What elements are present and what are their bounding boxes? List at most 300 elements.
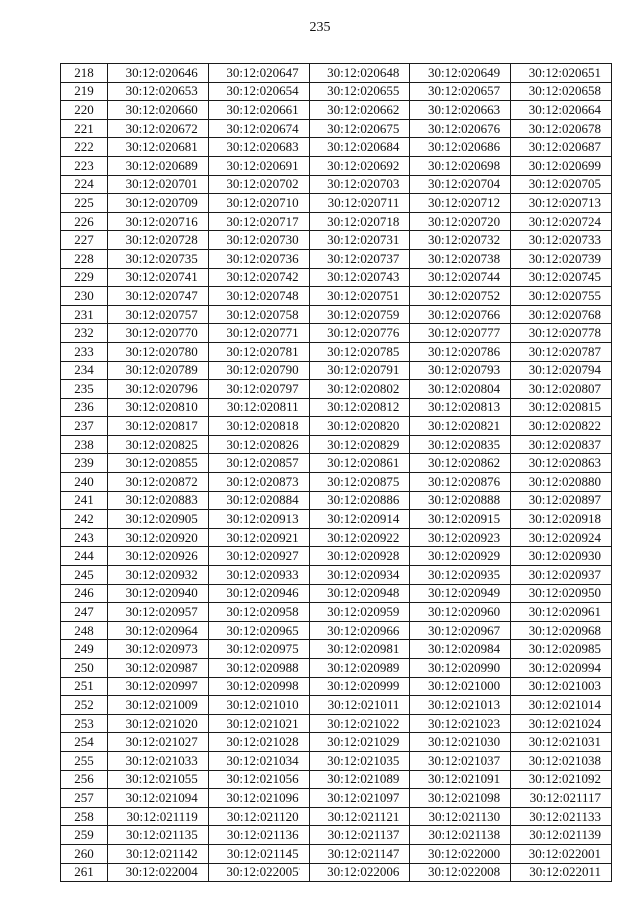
cadastral-number-cell: 30:12:020825: [108, 435, 209, 454]
cadastral-number-cell: 30:12:020758: [208, 305, 309, 324]
cadastral-number-cell: 30:12:020739: [511, 249, 612, 268]
table-row: [61, 231, 612, 250]
row-number-cell: 237: [61, 417, 108, 436]
cadastral-number-cell: 30:12:021138: [410, 826, 511, 845]
cadastral-number-cell: 30:12:021034: [208, 751, 309, 770]
table-row: [61, 640, 612, 659]
cadastral-table-container: [60, 63, 611, 882]
row-number-cell: 218: [61, 64, 108, 83]
cadastral-number-cell: 30:12:020948: [309, 584, 410, 603]
cadastral-number-cell: 30:12:021094: [108, 789, 209, 808]
cadastral-number-cell: 30:12:020876: [410, 473, 511, 492]
cadastral-number-cell: 30:12:020949: [410, 584, 511, 603]
table-row: [61, 249, 612, 268]
cadastral-number-cell: 30:12:021120: [208, 807, 309, 826]
cadastral-number-cell: 30:12:020653: [108, 82, 209, 101]
cadastral-number-cell: 30:12:020812: [309, 398, 410, 417]
table-row: [61, 863, 612, 882]
cadastral-number-cell: 30:12:020826: [208, 435, 309, 454]
row-number-cell: 261: [61, 863, 108, 882]
cadastral-number-cell: 30:12:020674: [208, 119, 309, 138]
cadastral-number-cell: 30:12:020940: [108, 584, 209, 603]
cadastral-number-cell: 30:12:020703: [309, 175, 410, 194]
cadastral-number-cell: 30:12:020790: [208, 361, 309, 380]
cadastral-number-cell: 30:12:020810: [108, 398, 209, 417]
page-number: 235: [309, 20, 331, 35]
row-number-cell: 255: [61, 751, 108, 770]
cadastral-number-cell: 30:12:020704: [410, 175, 511, 194]
table-row: [61, 807, 612, 826]
cadastral-number-cell: 30:12:020789: [108, 361, 209, 380]
cadastral-number-cell: 30:12:020662: [309, 101, 410, 120]
row-number-cell: 231: [61, 305, 108, 324]
cadastral-number-cell: 30:12:020965: [208, 621, 309, 640]
row-number-cell: 259: [61, 826, 108, 845]
cadastral-number-cell: 30:12:020862: [410, 454, 511, 473]
table-row: [61, 212, 612, 231]
cadastral-number-cell: 30:12:020946: [208, 584, 309, 603]
table-row: [61, 119, 612, 138]
cadastral-number-cell: 30:12:022008: [410, 863, 511, 882]
cadastral-number-cell: 30:12:021024: [511, 714, 612, 733]
cadastral-number-cell: 30:12:020748: [208, 287, 309, 306]
cadastral-number-cell: 30:12:020929: [410, 547, 511, 566]
table-row: [61, 751, 612, 770]
cadastral-number-cell: 30:12:020797: [208, 380, 309, 399]
cadastral-number-cell: 30:12:020728: [108, 231, 209, 250]
table-body: [61, 64, 612, 882]
cadastral-number-cell: 30:12:020698: [410, 156, 511, 175]
cadastral-number-cell: 30:12:020930: [511, 547, 612, 566]
cadastral-number-cell: 30:12:022004: [108, 863, 209, 882]
row-number-cell: 233: [61, 342, 108, 361]
row-number-cell: 223: [61, 156, 108, 175]
cadastral-number-cell: 30:12:020689: [108, 156, 209, 175]
row-number-cell: 236: [61, 398, 108, 417]
row-number-cell: 226: [61, 212, 108, 231]
cadastral-number-cell: 30:12:020780: [108, 342, 209, 361]
cadastral-number-cell: 30:12:020747: [108, 287, 209, 306]
cadastral-number-cell: 30:12:020768: [511, 305, 612, 324]
cadastral-number-cell: 30:12:021089: [309, 770, 410, 789]
cadastral-number-cell: 30:12:020724: [511, 212, 612, 231]
table-row: [61, 528, 612, 547]
cadastral-number-cell: 30:12:020648: [309, 64, 410, 83]
cadastral-number-cell: 30:12:020811: [208, 398, 309, 417]
cadastral-number-cell: 30:12:020745: [511, 268, 612, 287]
cadastral-number-cell: 30:12:020786: [410, 342, 511, 361]
cadastral-number-cell: 30:12:020718: [309, 212, 410, 231]
cadastral-number-cell: 30:12:020720: [410, 212, 511, 231]
table-row: [61, 268, 612, 287]
table-row: [61, 566, 612, 585]
cadastral-number-cell: 30:12:021097: [309, 789, 410, 808]
row-number-cell: 230: [61, 287, 108, 306]
cadastral-number-cell: 30:12:020664: [511, 101, 612, 120]
cadastral-number-cell: 30:12:020658: [511, 82, 612, 101]
cadastral-number-cell: 30:12:020883: [108, 491, 209, 510]
cadastral-number-cell: 30:12:020692: [309, 156, 410, 175]
cadastral-number-cell: 30:12:020691: [208, 156, 309, 175]
cadastral-number-cell: 30:12:020935: [410, 566, 511, 585]
row-number-cell: 225: [61, 194, 108, 213]
table-row: [61, 398, 612, 417]
cadastral-number-cell: 30:12:020888: [410, 491, 511, 510]
cadastral-number-cell: 30:12:020997: [108, 677, 209, 696]
cadastral-number-cell: 30:12:020686: [410, 138, 511, 157]
table-row: [61, 175, 612, 194]
cadastral-number-cell: 30:12:022001: [511, 844, 612, 863]
table-row: [61, 287, 612, 306]
cadastral-number-cell: 30:12:020687: [511, 138, 612, 157]
cadastral-number-cell: 30:12:020713: [511, 194, 612, 213]
cadastral-number-cell: 30:12:020961: [511, 603, 612, 622]
cadastral-number-cell: 30:12:020711: [309, 194, 410, 213]
cadastral-number-cell: 30:12:022011: [511, 863, 612, 882]
cadastral-number-cell: 30:12:020967: [410, 621, 511, 640]
row-number-cell: 239: [61, 454, 108, 473]
cadastral-number-cell: 30:12:022006: [309, 863, 410, 882]
cadastral-number-cell: 30:12:020794: [511, 361, 612, 380]
cadastral-number-cell: 30:12:020998: [208, 677, 309, 696]
cadastral-number-cell: 30:12:020958: [208, 603, 309, 622]
cadastral-number-cell: 30:12:021031: [511, 733, 612, 752]
cadastral-number-cell: 30:12:020755: [511, 287, 612, 306]
row-number-cell: 254: [61, 733, 108, 752]
cadastral-number-cell: 30:12:020771: [208, 324, 309, 343]
cadastral-number-cell: 30:12:021121: [309, 807, 410, 826]
cadastral-number-cell: 30:12:020873: [208, 473, 309, 492]
cadastral-number-cell: 30:12:020731: [309, 231, 410, 250]
cadastral-number-cell: 30:12:020863: [511, 454, 612, 473]
cadastral-number-cell: 30:12:020817: [108, 417, 209, 436]
row-number-cell: 235: [61, 380, 108, 399]
cadastral-number-cell: 30:12:021000: [410, 677, 511, 696]
cadastral-number-cell: 30:12:020950: [511, 584, 612, 603]
cadastral-number-cell: 30:12:020813: [410, 398, 511, 417]
cadastral-number-cell: 30:12:020927: [208, 547, 309, 566]
cadastral-number-cell: 30:12:020984: [410, 640, 511, 659]
cadastral-number-cell: 30:12:020960: [410, 603, 511, 622]
cadastral-number-cell: 30:12:020884: [208, 491, 309, 510]
row-number-cell: 240: [61, 473, 108, 492]
table-row: [61, 473, 612, 492]
row-number-cell: 242: [61, 510, 108, 529]
cadastral-number-cell: 30:12:020915: [410, 510, 511, 529]
cadastral-number-cell: 30:12:021027: [108, 733, 209, 752]
table-row: [61, 584, 612, 603]
cadastral-number-cell: 30:12:020829: [309, 435, 410, 454]
cadastral-number-cell: 30:12:021098: [410, 789, 511, 808]
table-row: [61, 361, 612, 380]
cadastral-number-cell: 30:12:020872: [108, 473, 209, 492]
table-row: [61, 64, 612, 83]
cadastral-number-cell: 30:12:020699: [511, 156, 612, 175]
cadastral-number-cell: 30:12:020933: [208, 566, 309, 585]
row-number-cell: 258: [61, 807, 108, 826]
cadastral-number-cell: 30:12:020676: [410, 119, 511, 138]
cadastral-number-cell: 30:12:020923: [410, 528, 511, 547]
table-row: [61, 156, 612, 175]
cadastral-number-cell: 30:12:021133: [511, 807, 612, 826]
cadastral-number-cell: 30:12:020735: [108, 249, 209, 268]
cadastral-number-cell: 30:12:020741: [108, 268, 209, 287]
cadastral-number-cell: 30:12:020732: [410, 231, 511, 250]
cadastral-number-cell: 30:12:020924: [511, 528, 612, 547]
cadastral-number-cell: 30:12:020913: [208, 510, 309, 529]
cadastral-number-cell: 30:12:020647: [208, 64, 309, 83]
row-number-cell: 224: [61, 175, 108, 194]
cadastral-number-cell: 30:12:021145: [208, 844, 309, 863]
row-number-cell: 243: [61, 528, 108, 547]
row-number-cell: 245: [61, 566, 108, 585]
cadastral-number-cell: 30:12:020926: [108, 547, 209, 566]
cadastral-number-cell: 30:12:020770: [108, 324, 209, 343]
cadastral-number-cell: 30:12:020785: [309, 342, 410, 361]
cadastral-number-cell: 30:12:020914: [309, 510, 410, 529]
table-row: [61, 194, 612, 213]
table-row: [61, 696, 612, 715]
row-number-cell: 232: [61, 324, 108, 343]
table-row: [61, 677, 612, 696]
cadastral-number-cell: 30:12:021136: [208, 826, 309, 845]
table-row: [61, 138, 612, 157]
cadastral-number-cell: 30:12:021096: [208, 789, 309, 808]
cadastral-number-cell: 30:12:020793: [410, 361, 511, 380]
cadastral-number-cell: 30:12:020661: [208, 101, 309, 120]
cadastral-number-cell: 30:12:020820: [309, 417, 410, 436]
row-number-cell: 251: [61, 677, 108, 696]
table-row: [61, 417, 612, 436]
cadastral-number-cell: 30:12:021091: [410, 770, 511, 789]
table-row: [61, 770, 612, 789]
cadastral-number-cell: 30:12:020937: [511, 566, 612, 585]
row-number-cell: 246: [61, 584, 108, 603]
table-row: [61, 491, 612, 510]
cadastral-number-cell: 30:12:020672: [108, 119, 209, 138]
cadastral-number-cell: 30:12:020985: [511, 640, 612, 659]
cadastral-number-cell: 30:12:020932: [108, 566, 209, 585]
cadastral-number-cell: 30:12:020968: [511, 621, 612, 640]
cadastral-number-cell: 30:12:020649: [410, 64, 511, 83]
cadastral-number-cell: 30:12:021142: [108, 844, 209, 863]
cadastral-number-cell: 30:12:020966: [309, 621, 410, 640]
cadastral-number-cell: 30:12:020905: [108, 510, 209, 529]
cadastral-number-cell: 30:12:020796: [108, 380, 209, 399]
cadastral-number-cell: 30:12:020861: [309, 454, 410, 473]
cadastral-number-cell: 30:12:020989: [309, 659, 410, 678]
cadastral-number-cell: 30:12:020684: [309, 138, 410, 157]
cadastral-number-cell: 30:12:020757: [108, 305, 209, 324]
cadastral-number-cell: 30:12:021022: [309, 714, 410, 733]
cadastral-number-cell: 30:12:020822: [511, 417, 612, 436]
cadastral-number-cell: 30:12:021011: [309, 696, 410, 715]
scan-mark: ·: [298, 865, 301, 874]
row-number-cell: 220: [61, 101, 108, 120]
cadastral-number-cell: 30:12:020807: [511, 380, 612, 399]
cadastral-number-cell: 30:12:020964: [108, 621, 209, 640]
table-row: [61, 454, 612, 473]
cadastral-number-cell: 30:12:020657: [410, 82, 511, 101]
cadastral-number-cell: 30:12:020857: [208, 454, 309, 473]
cadastral-number-cell: 30:12:020716: [108, 212, 209, 231]
row-number-cell: 257: [61, 789, 108, 808]
cadastral-number-cell: 30:12:020744: [410, 268, 511, 287]
cadastral-number-cell: 30:12:020737: [309, 249, 410, 268]
cadastral-number-cell: 30:12:021137: [309, 826, 410, 845]
cadastral-number-cell: 30:12:020787: [511, 342, 612, 361]
table-row: [61, 380, 612, 399]
cadastral-number-cell: 30:12:021130: [410, 807, 511, 826]
cadastral-number-cell: 30:12:021037: [410, 751, 511, 770]
row-number-cell: 252: [61, 696, 108, 715]
cadastral-number-cell: 30:12:020973: [108, 640, 209, 659]
cadastral-number-cell: 30:12:020928: [309, 547, 410, 566]
row-number-cell: 219: [61, 82, 108, 101]
cadastral-number-cell: 30:12:020815: [511, 398, 612, 417]
cadastral-number-cell: 30:12:020855: [108, 454, 209, 473]
cadastral-number-cell: 30:12:020999: [309, 677, 410, 696]
cadastral-number-cell: 30:12:020804: [410, 380, 511, 399]
cadastral-number-cell: 30:12:022000: [410, 844, 511, 863]
cadastral-number-cell: 30:12:020733: [511, 231, 612, 250]
cadastral-number-cell: 30:12:020701: [108, 175, 209, 194]
cadastral-number-cell: 30:12:020766: [410, 305, 511, 324]
table-row: [61, 342, 612, 361]
cadastral-number-cell: 30:12:020681: [108, 138, 209, 157]
cadastral-number-cell: 30:12:021055: [108, 770, 209, 789]
row-number-cell: 222: [61, 138, 108, 157]
cadastral-number-cell: 30:12:020835: [410, 435, 511, 454]
cadastral-number-cell: 30:12:020778: [511, 324, 612, 343]
cadastral-number-cell: 30:12:020922: [309, 528, 410, 547]
cadastral-number-cell: 30:12:020717: [208, 212, 309, 231]
cadastral-number-cell: 30:12:020678: [511, 119, 612, 138]
cadastral-number-cell: 30:12:020818: [208, 417, 309, 436]
table-row: [61, 714, 612, 733]
cadastral-number-cell: 30:12:020821: [410, 417, 511, 436]
cadastral-number-cell: 30:12:020752: [410, 287, 511, 306]
cadastral-number-cell: 30:12:020743: [309, 268, 410, 287]
cadastral-number-cell: 30:12:020654: [208, 82, 309, 101]
cadastral-number-cell: 30:12:020875: [309, 473, 410, 492]
cadastral-number-cell: 30:12:020837: [511, 435, 612, 454]
row-number-cell: 241: [61, 491, 108, 510]
cadastral-number-cell: 30:12:020975: [208, 640, 309, 659]
row-number-cell: 247: [61, 603, 108, 622]
cadastral-number-cell: 30:12:021023: [410, 714, 511, 733]
cadastral-number-cell: 30:12:020709: [108, 194, 209, 213]
cadastral-number-cell: 30:12:020675: [309, 119, 410, 138]
cadastral-number-cell: 30:12:021147: [309, 844, 410, 863]
cadastral-number-cell: 30:12:021119: [108, 807, 209, 826]
row-number-cell: 248: [61, 621, 108, 640]
table-row: [61, 733, 612, 752]
cadastral-number-cell: 30:12:020702: [208, 175, 309, 194]
cadastral-number-cell: 30:12:020959: [309, 603, 410, 622]
cadastral-number-cell: 30:12:020712: [410, 194, 511, 213]
table-row: [61, 659, 612, 678]
table-row: [61, 844, 612, 863]
cadastral-number-cell: 30:12:020934: [309, 566, 410, 585]
row-number-cell: 228: [61, 249, 108, 268]
cadastral-number-cell: 30:12:021033: [108, 751, 209, 770]
cadastral-number-cell: 30:12:020990: [410, 659, 511, 678]
cadastral-number-cell: 30:12:020918: [511, 510, 612, 529]
cadastral-number-cell: 30:12:020660: [108, 101, 209, 120]
table-row: [61, 826, 612, 845]
cadastral-number-cell: 30:12:022005: [208, 863, 309, 882]
row-number-cell: 256: [61, 770, 108, 789]
cadastral-number-cell: 30:12:020981: [309, 640, 410, 659]
cadastral-number-cell: 30:12:021013: [410, 696, 511, 715]
cadastral-number-cell: 30:12:021030: [410, 733, 511, 752]
table-row: [61, 547, 612, 566]
cadastral-number-cell: 30:12:020994: [511, 659, 612, 678]
cadastral-number-cell: 30:12:020920: [108, 528, 209, 547]
cadastral-number-cell: 30:12:021038: [511, 751, 612, 770]
cadastral-number-cell: 30:12:020987: [108, 659, 209, 678]
cadastral-number-cell: 30:12:021035: [309, 751, 410, 770]
cadastral-number-cell: 30:12:020710: [208, 194, 309, 213]
cadastral-number-cell: 30:12:020791: [309, 361, 410, 380]
cadastral-number-cell: 30:12:021028: [208, 733, 309, 752]
cadastral-number-cell: 30:12:020777: [410, 324, 511, 343]
cadastral-number-cell: 30:12:020736: [208, 249, 309, 268]
cadastral-number-cell: 30:12:021014: [511, 696, 612, 715]
table-row: [61, 101, 612, 120]
row-number-cell: 238: [61, 435, 108, 454]
table-row: [61, 82, 612, 101]
cadastral-number-cell: 30:12:020730: [208, 231, 309, 250]
cadastral-number-cell: 30:12:020655: [309, 82, 410, 101]
table-row: [61, 510, 612, 529]
cadastral-table: [60, 63, 612, 882]
cadastral-number-cell: 30:12:020921: [208, 528, 309, 547]
cadastral-number-cell: 30:12:021010: [208, 696, 309, 715]
cadastral-number-cell: 30:12:020759: [309, 305, 410, 324]
cadastral-number-cell: 30:12:020646: [108, 64, 209, 83]
cadastral-number-cell: 30:12:020781: [208, 342, 309, 361]
cadastral-number-cell: 30:12:020738: [410, 249, 511, 268]
row-number-cell: 253: [61, 714, 108, 733]
cadastral-number-cell: 30:12:021117: [511, 789, 612, 808]
cadastral-number-cell: 30:12:020880: [511, 473, 612, 492]
row-number-cell: 229: [61, 268, 108, 287]
cadastral-number-cell: 30:12:021009: [108, 696, 209, 715]
cadastral-number-cell: 30:12:020886: [309, 491, 410, 510]
cadastral-number-cell: 30:12:021029: [309, 733, 410, 752]
table-row: [61, 789, 612, 808]
cadastral-number-cell: 30:12:020897: [511, 491, 612, 510]
row-number-cell: 227: [61, 231, 108, 250]
row-number-cell: 221: [61, 119, 108, 138]
table-row: [61, 305, 612, 324]
row-number-cell: 249: [61, 640, 108, 659]
cadastral-number-cell: 30:12:021092: [511, 770, 612, 789]
cadastral-number-cell: 30:12:020663: [410, 101, 511, 120]
cadastral-number-cell: 30:12:020651: [511, 64, 612, 83]
cadastral-number-cell: 30:12:020776: [309, 324, 410, 343]
row-number-cell: 250: [61, 659, 108, 678]
row-number-cell: 260: [61, 844, 108, 863]
cadastral-number-cell: 30:12:020742: [208, 268, 309, 287]
cadastral-number-cell: 30:12:021139: [511, 826, 612, 845]
cadastral-number-cell: 30:12:021135: [108, 826, 209, 845]
table-row: [61, 621, 612, 640]
cadastral-number-cell: 30:12:021003: [511, 677, 612, 696]
cadastral-number-cell: 30:12:020683: [208, 138, 309, 157]
